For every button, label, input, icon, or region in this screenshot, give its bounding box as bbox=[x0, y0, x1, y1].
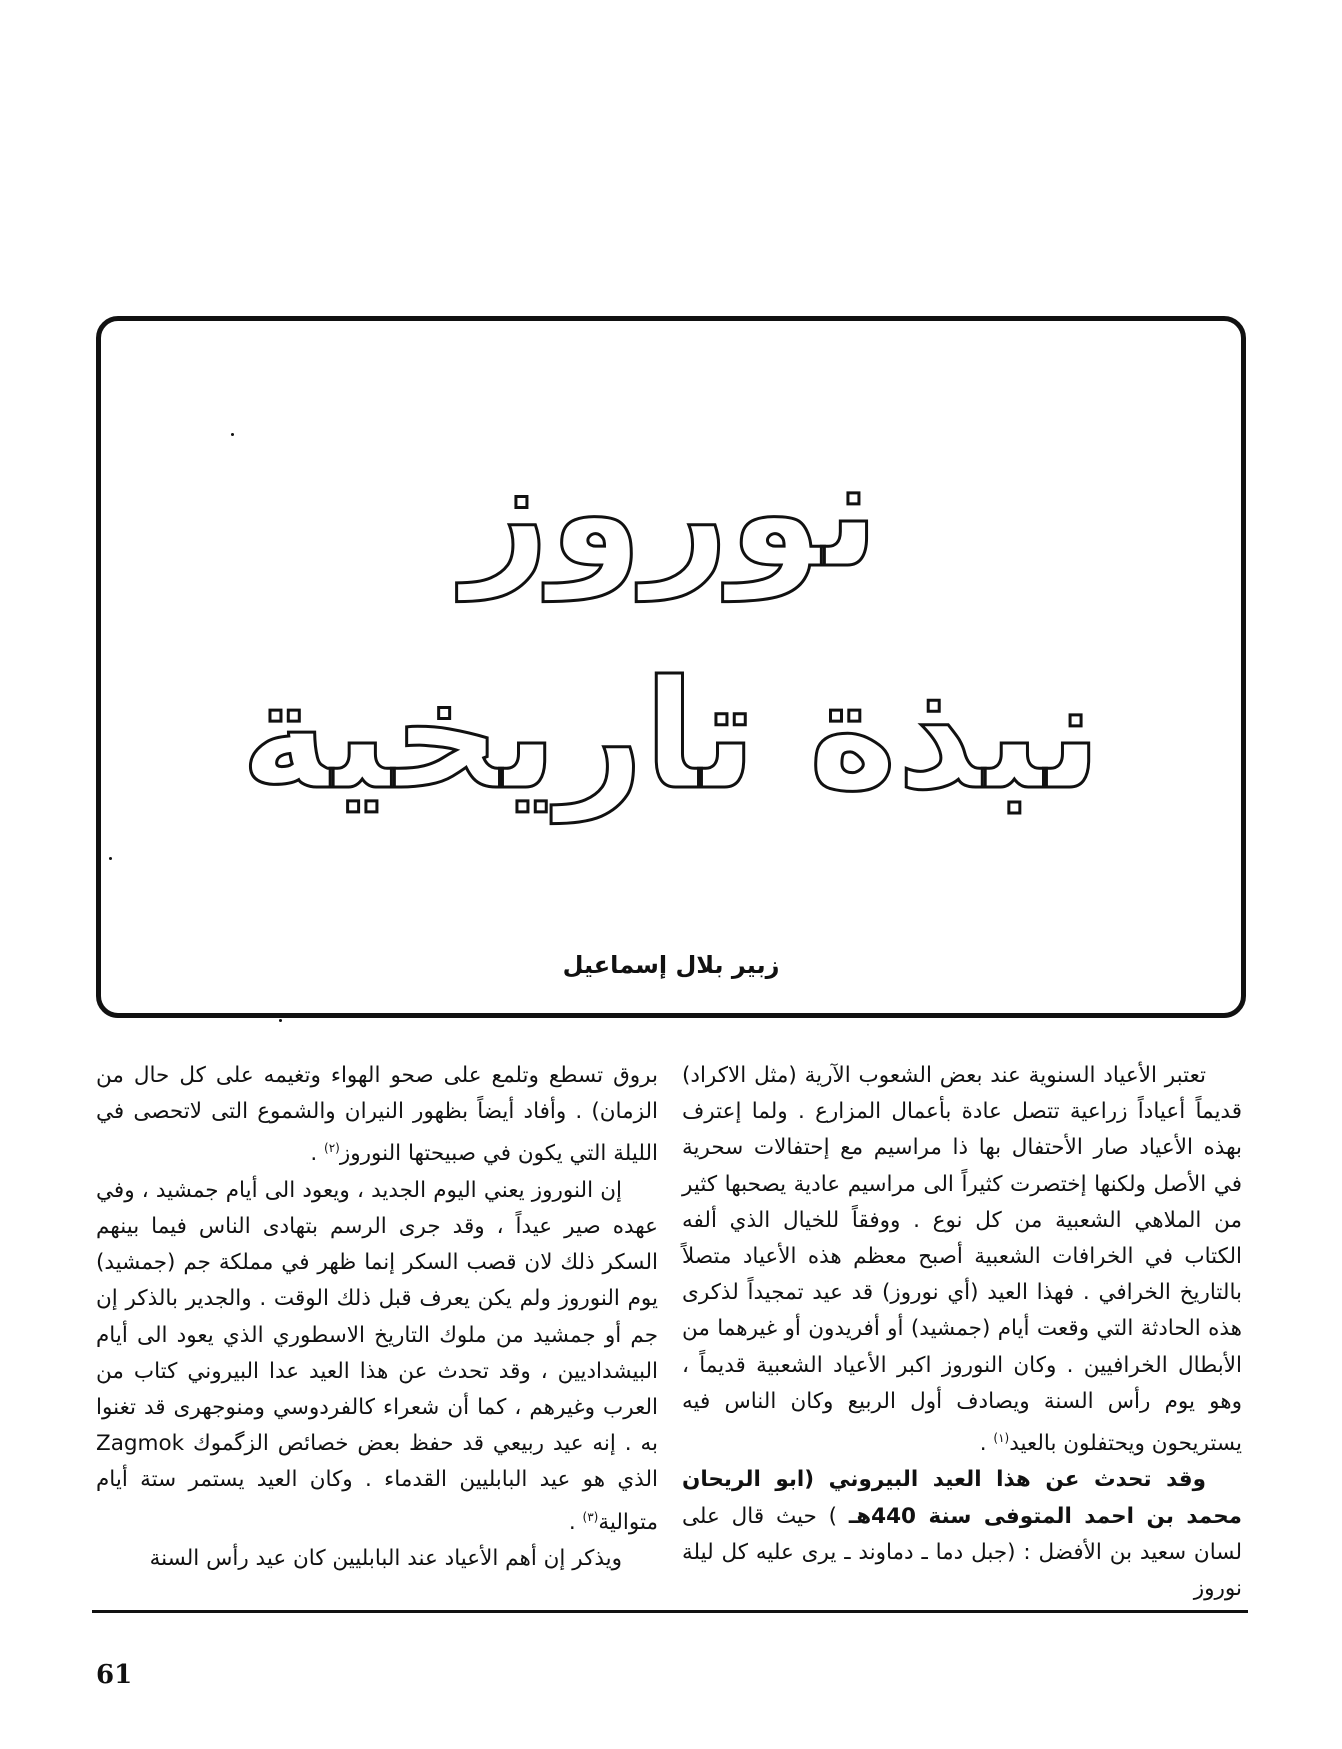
paragraph-text: بروق تسطع وتلمع على صحو الهواء وتغيمه على كل حال من الزمان) . وأفاد أيضاً بظهور النيران والشموع التى لاتحصى في الليلة التي يكون في صبيحتها النوروز bbox=[96, 1063, 658, 1167]
body-paragraph bbox=[96, 1058, 658, 1173]
article-subtitle: نبذة تاريخية bbox=[240, 649, 1102, 823]
paragraph-end: . bbox=[568, 1509, 583, 1535]
paragraph-text: ويذكر إن أهم الأعياد عند البابليين كان عيد رأس السنة bbox=[149, 1545, 622, 1571]
footer-rule bbox=[92, 1610, 1248, 1613]
paragraph-text: ) حيث قال على لسان سعيد بن الأفضل : (جبل دما ـ دماوند ـ يرى عليه كل ليلة نوروز bbox=[682, 1503, 1242, 1601]
paragraph-end: . bbox=[979, 1431, 994, 1457]
body-paragraph bbox=[96, 1541, 658, 1577]
paragraph-bold-text: وقد تحدث عن هذا العيد البيروني (ابو الريحان محمد بن احمد المتوفى سنة 440هـ bbox=[682, 1467, 1242, 1529]
title-frame bbox=[96, 316, 1246, 1018]
body-paragraph bbox=[682, 1462, 1242, 1607]
print-speck bbox=[231, 433, 234, 436]
footnote-marker: (٢) bbox=[324, 1141, 340, 1156]
author-name: زبير بلال إسماعيل bbox=[562, 951, 780, 979]
article-column-left bbox=[96, 1058, 658, 1577]
body-paragraph bbox=[682, 1058, 1242, 1462]
print-speck bbox=[109, 857, 112, 860]
footnote-marker: (٣) bbox=[582, 1509, 599, 1524]
body-paragraph bbox=[96, 1173, 658, 1541]
footnote-marker: (١) bbox=[993, 1431, 1010, 1446]
print-speck bbox=[279, 1019, 282, 1022]
paragraph-end: . bbox=[310, 1141, 325, 1167]
paragraph-text: تعتبر الأعياد السنوية عند بعض الشعوب الآرية (مثل الاكراد) قديماً أعياداً زراعية تتصل عادة بأعمال المزارع . ولما إعترف بهذه الأعياد صار الأحتفال بها ذا مراسيم مع إحتفالات سحرية في الأصل ولكنها إختصرت كثيراً الى مراسيم عادية يصحبها كثير من الملاهي الشعبية من كل نوع . ووفقاً للخيال الذي ألفه الكتاب في الخرافات الشعبية أصبح معظم هذه الأعياد متصلاً بالتاريخ الخرافي . فهذا العيد (أي نوروز) قد عيد تمجيداً لذكرى هذه الحادثة التي وقعت أيام (جمشيد) أو أفريدون أو غيرهما من الأبطال الخرافيين . وكان النوروز اكبر الأعياد الشعبية قديماً ، وهو يوم رأس السنة ويصادف أول الربيع وكان الناس فيه يستريحون ويحتفلون بالعيد bbox=[682, 1063, 1242, 1457]
paragraph-text: إن النوروز يعني اليوم الجديد ، ويعود الى أيام جمشيد ، وفي عهده صير عيداً ، وقد جرى الرسم بتهادى الناس فيما بينهم السكر ذلك لان قصب السكر إنما ظهر في مملكة جم (جمشيد) يوم النوروز ولم يكن يعرف قبل ذلك الوقت . والجدير بالذكر إن جم أو جمشيد من ملوك التاريخ الاسطوري الذي يعود الى أيام البيشداديين ، وقد تحدث عن هذا العيد عدا البيروني كتاب من العرب وغيرهم ، كما أن شعراء كالفردوسي ومنوجهرى قد تغنوا به . إنه عيد ربيعي قد حفظ بعض خصائص الزگموك Zagmok الذي هو عيد البابليين القدماء . وكان العيد يستمر ستة أيام متوالية bbox=[96, 1177, 658, 1535]
article-column-right bbox=[682, 1058, 1242, 1607]
page-number: 61 bbox=[96, 1660, 133, 1690]
article-title: نوروز bbox=[462, 427, 880, 601]
